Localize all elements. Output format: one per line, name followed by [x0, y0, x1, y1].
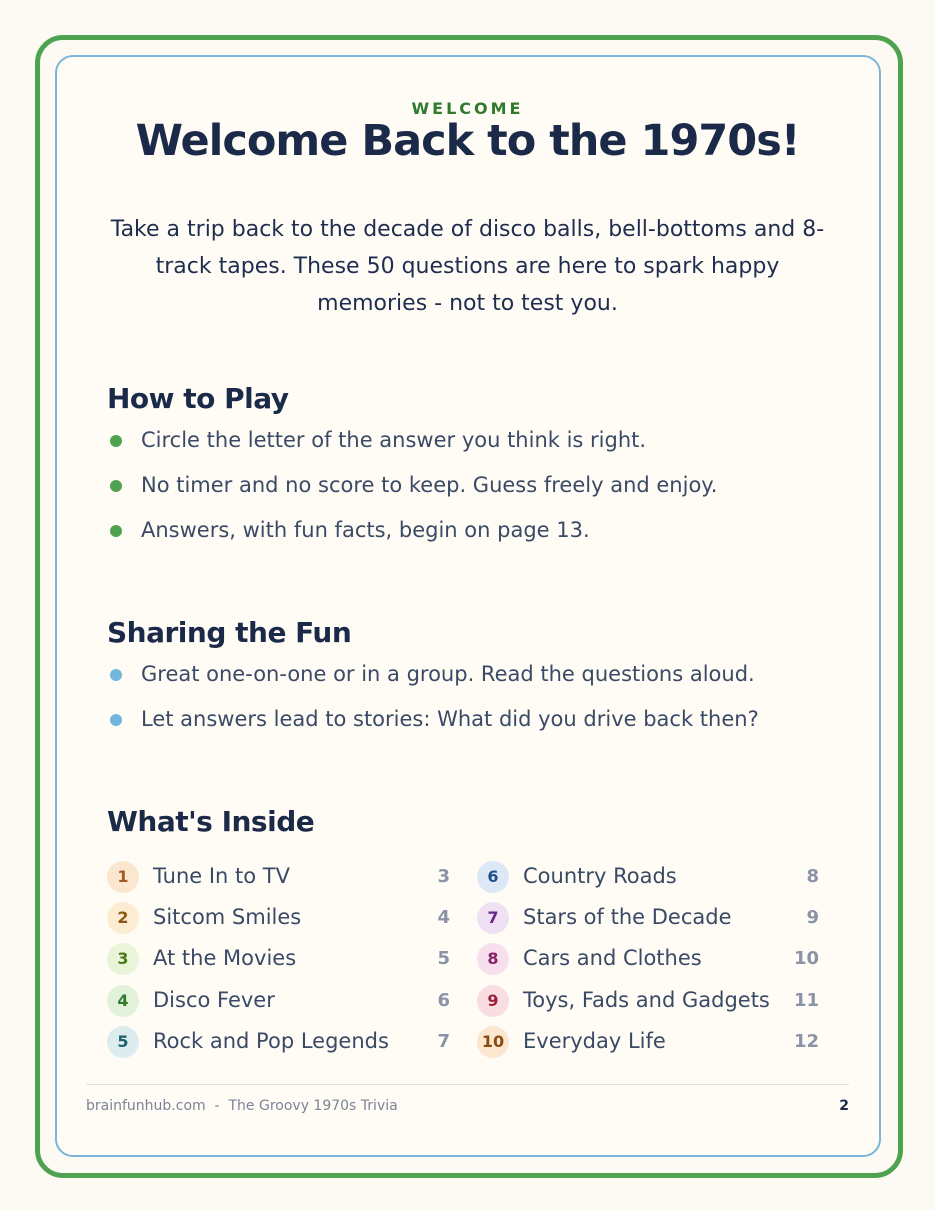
chapter-title: Cars and Clothes — [523, 946, 702, 971]
toc-entry — [107, 900, 450, 932]
how-to-play-heading: How to Play — [107, 382, 289, 415]
chapter-title: Rock and Pop Legends — [153, 1028, 389, 1053]
toc-entry — [107, 859, 450, 891]
chapter-page-number: 6 — [437, 989, 450, 1011]
chapter-page-number: 8 — [806, 866, 819, 887]
list-item: Answers, with fun facts, begin on page 13. — [107, 517, 867, 562]
chapter-title: Tune In to TV — [153, 864, 290, 888]
chapter-page-number: 12 — [793, 1030, 819, 1052]
bullet-icon — [110, 435, 122, 447]
chapter-number-badge: 6 — [477, 861, 509, 893]
toc-entry — [477, 983, 819, 1015]
chapter-title: Disco Fever — [153, 987, 275, 1012]
bullet-icon — [110, 525, 122, 537]
chapter-number-badge: 3 — [107, 943, 139, 975]
toc-entry — [107, 983, 450, 1015]
chapter-number-badge: 5 — [107, 1026, 139, 1058]
chapter-title: Everyday Life — [523, 1028, 666, 1053]
chapter-title: Country Roads — [523, 864, 677, 888]
chapter-title: Stars of the Decade — [523, 905, 732, 930]
chapter-page-number: 3 — [437, 866, 450, 887]
chapter-number-badge: 1 — [107, 861, 139, 893]
list-item: No timer and no score to keep. Guess freely and enjoy. — [107, 472, 867, 517]
toc-entry — [477, 1024, 819, 1056]
eyebrow-label: WELCOME — [411, 99, 524, 118]
chapter-title: Toys, Fads and Gadgets — [523, 987, 770, 1012]
chapter-number-badge: 9 — [477, 985, 509, 1017]
chapter-title: At the Movies — [153, 946, 297, 971]
chapter-page-number: 5 — [437, 948, 450, 970]
sharing-list — [107, 661, 867, 751]
chapter-number-badge: 2 — [107, 902, 139, 934]
list-item: Circle the letter of the answer you think is right. — [107, 427, 867, 472]
page-title: Welcome Back to the 1970s! — [135, 116, 800, 166]
chapter-number-badge: 4 — [107, 985, 139, 1017]
chapter-title: Sitcom Smiles — [153, 905, 302, 930]
chapter-page-number: 7 — [437, 1030, 450, 1052]
sharing-heading: Sharing the Fun — [107, 616, 352, 649]
chapter-page-number: 10 — [793, 948, 819, 970]
intro-paragraph: Take a trip back to the decade of disco balls, bell-bottoms and 8-track tapes. These 50 questions are here to spark happy memories - not to test you. — [110, 217, 825, 316]
toc-entry — [477, 900, 819, 932]
footer-divider — [86, 1084, 849, 1085]
page-number: 2 — [839, 1098, 849, 1114]
chapter-page-number: 11 — [793, 989, 819, 1011]
toc-entry — [477, 859, 819, 891]
chapter-page-number: 4 — [437, 907, 450, 929]
chapter-page-number: 9 — [806, 907, 819, 929]
whats-inside-heading: What's Inside — [107, 805, 315, 838]
how-to-play-list — [107, 427, 867, 562]
chapter-number-badge: 8 — [477, 943, 509, 975]
list-item: Great one-on-one or in a group. Read the questions aloud. — [107, 661, 867, 706]
bullet-icon — [110, 714, 122, 726]
toc-entry — [477, 941, 819, 973]
bullet-icon — [110, 669, 122, 681]
chapter-number-badge: 7 — [477, 902, 509, 934]
chapter-number-badge: 10 — [477, 1026, 509, 1058]
footer-text: brainfunhub.com - The Groovy 1970s Trivia — [86, 1098, 398, 1114]
bullet-icon — [110, 480, 122, 492]
toc-entry — [107, 941, 450, 973]
toc-entry — [107, 1024, 450, 1056]
list-item: Let answers lead to stories: What did you drive back then? — [107, 706, 867, 751]
